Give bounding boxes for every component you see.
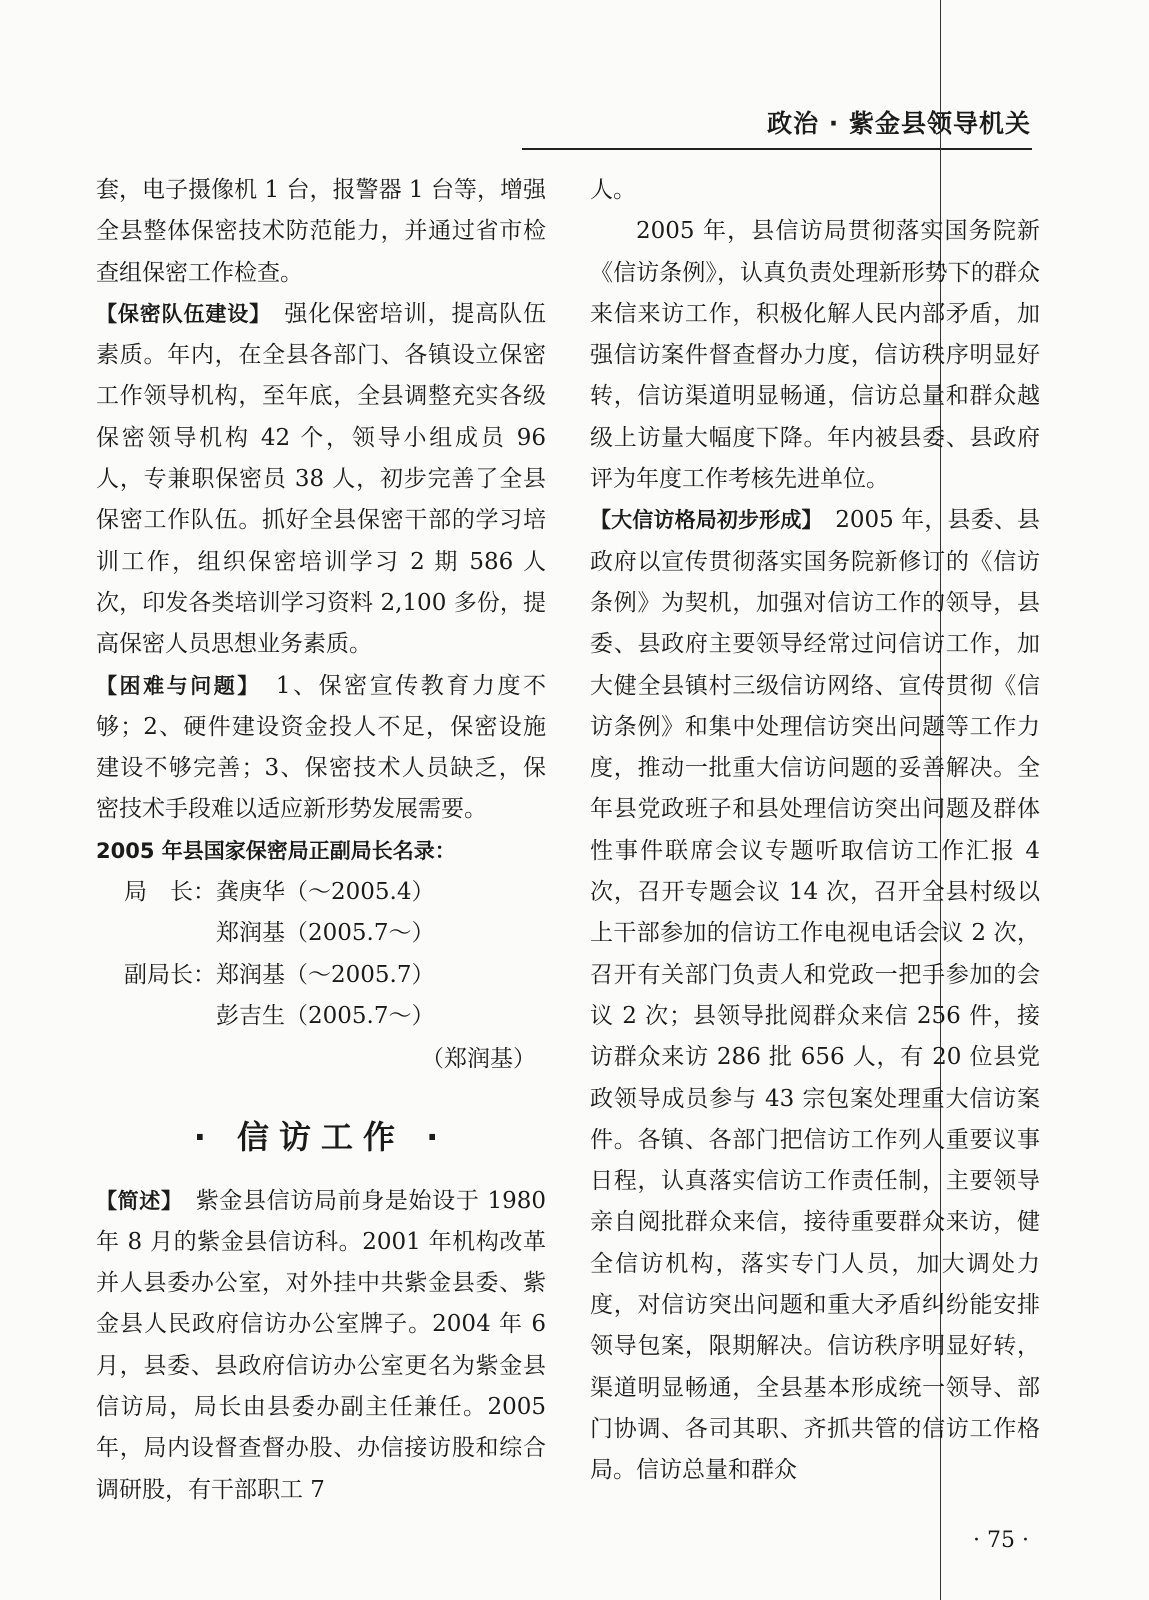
paragraph-overview	[96, 1181, 546, 1511]
roster-person: 郑润基（～2005.7）	[216, 961, 435, 988]
right-column	[590, 170, 1040, 1492]
roster-role	[96, 996, 216, 1037]
roster-row	[96, 872, 546, 913]
author-credit: （郑润基）	[421, 1046, 536, 1073]
header-rule	[522, 148, 1032, 150]
roster-person: 龚庚华（～2005.4）	[216, 879, 435, 906]
section-title: · 信访工作 ·	[193, 1117, 449, 1156]
section-label: 【简述】	[96, 1188, 173, 1213]
paragraph-security-tech: 套，电子摄像机 1 台，报警器 1 台等，增强全县整体保密技术防范能力，并通过省市检查组保密工作检查。	[96, 177, 546, 286]
paragraph-text: 强化保密培训，提高队伍素质。年内，在全县各部门、各镇设立保密工作领导机构，至年底，全县调整充实各级保密领导机构 42 个，领导小组成员 96 人，专兼职保密员 38 人，初步完善了全县保密工作队伍。抓好全县保密干部的学习培训工作，组织保密培训学习 2 期 586 人次，印发各类培训学习资料 2,100 多份，提高保密人员思想业务素质。	[96, 300, 547, 658]
paragraph-difficulties	[96, 666, 546, 831]
paragraph-text: 2005 年，县委、县政府以宣传贯彻落实国务院新修订的《信访条例》为契机，加强对信访工作的领导，县委、县政府主要领导经常过问信访工作，加大健全县镇村三级信访网络、宣传贯彻《信访条例》和集中处理信访突出问题等工作力度，推动一批重大信访问题的妥善解决。全年县党政班子和县处理信访突出问题及群体性事件联席会议专题听取信访工作汇报 4 次，召开专题会议 14 次，召开全县村级以上干部参加的信访工作电视电话会议 2 次，召开有关部门负责人和党政一把手参加的会议 2 次；县领导批阅群众来信 256 件，接访群众来访 286 批 656 人，有 20 位县党政领导成员参与 43 宗包案处理重大信访案件。各镇、各部门把信访工作列人重要议事日程，认真落实信访工作责任制，主要领导亲自阅批群众来信，接待重要群众来访，健全信访机构，落实专门人员，加大调处力度，对信访突出问题和重大矛盾纠纷能安排领导包案，限期解决。信访秩序明显好转，渠道明显畅通，全县基本形成统一领导、部门协调、各司其职、齐抓共管的信访工作格局。信访总量和群众	[590, 507, 1040, 1484]
roster-role: 副局长：	[124, 961, 216, 988]
section-label: 【保密队伍建设】	[96, 301, 261, 326]
section-label: 【大信访格局初步形成】	[590, 508, 813, 533]
left-column	[96, 170, 546, 1511]
roster-row	[96, 996, 546, 1037]
paragraph-continuation: 人。	[590, 177, 636, 203]
paragraph-2005-summary: 2005 年，县信访局贯彻落实国务院新《信访条例》，认真负责处理新形势下的群众来信来访工作，积极化解人民内部矛盾，加强信访案件督查督办力度，信访秩序明显好转，信访渠道明显畅通，信访总量和群众越级上访量大幅度下降。年内被县委、县政府评为年度工作考核先进单位。	[590, 218, 1040, 493]
roster-row	[96, 955, 546, 996]
roster-row	[96, 913, 546, 954]
roster-person: 郑润基（2005.7～）	[216, 920, 435, 947]
page-number: · 75 ·	[973, 1528, 1029, 1553]
running-head: 政治 · 紫金县领导机关	[767, 109, 1031, 138]
paragraph-text: 1、保密宣传教育力度不够；2、硬件建设资金投人不足，保密设施建设不够完善；3、保密技术人员缺乏，保密技术手段难以适应新形势发展需要。	[96, 672, 547, 823]
roster-title: 2005 年县国家保密局正副局长名录：	[96, 838, 456, 863]
roster-person: 彭吉生（2005.7～）	[216, 1002, 435, 1029]
section-label: 【困难与问题】	[96, 673, 251, 698]
paragraph-text: 紫金县信访局前身是始设于 1980 年 8 月的紫金县信访科。2001 年机构改革并人县委办公室，对外挂中共紫金县委、紫金县人民政府信访办公室牌子。2004 年 6 月，县委、县政府信访办公室更名为紫金县信访局，局长由县委办副主任兼任。2005 年，局内设督查督办股、办信接访股和综合调研股，有干部职工 7	[96, 1187, 546, 1503]
paragraph-team-building	[96, 294, 546, 666]
roster-role	[96, 913, 216, 954]
paragraph-petition-pattern	[590, 500, 1040, 1491]
roster-role: 局 长：	[124, 879, 216, 906]
